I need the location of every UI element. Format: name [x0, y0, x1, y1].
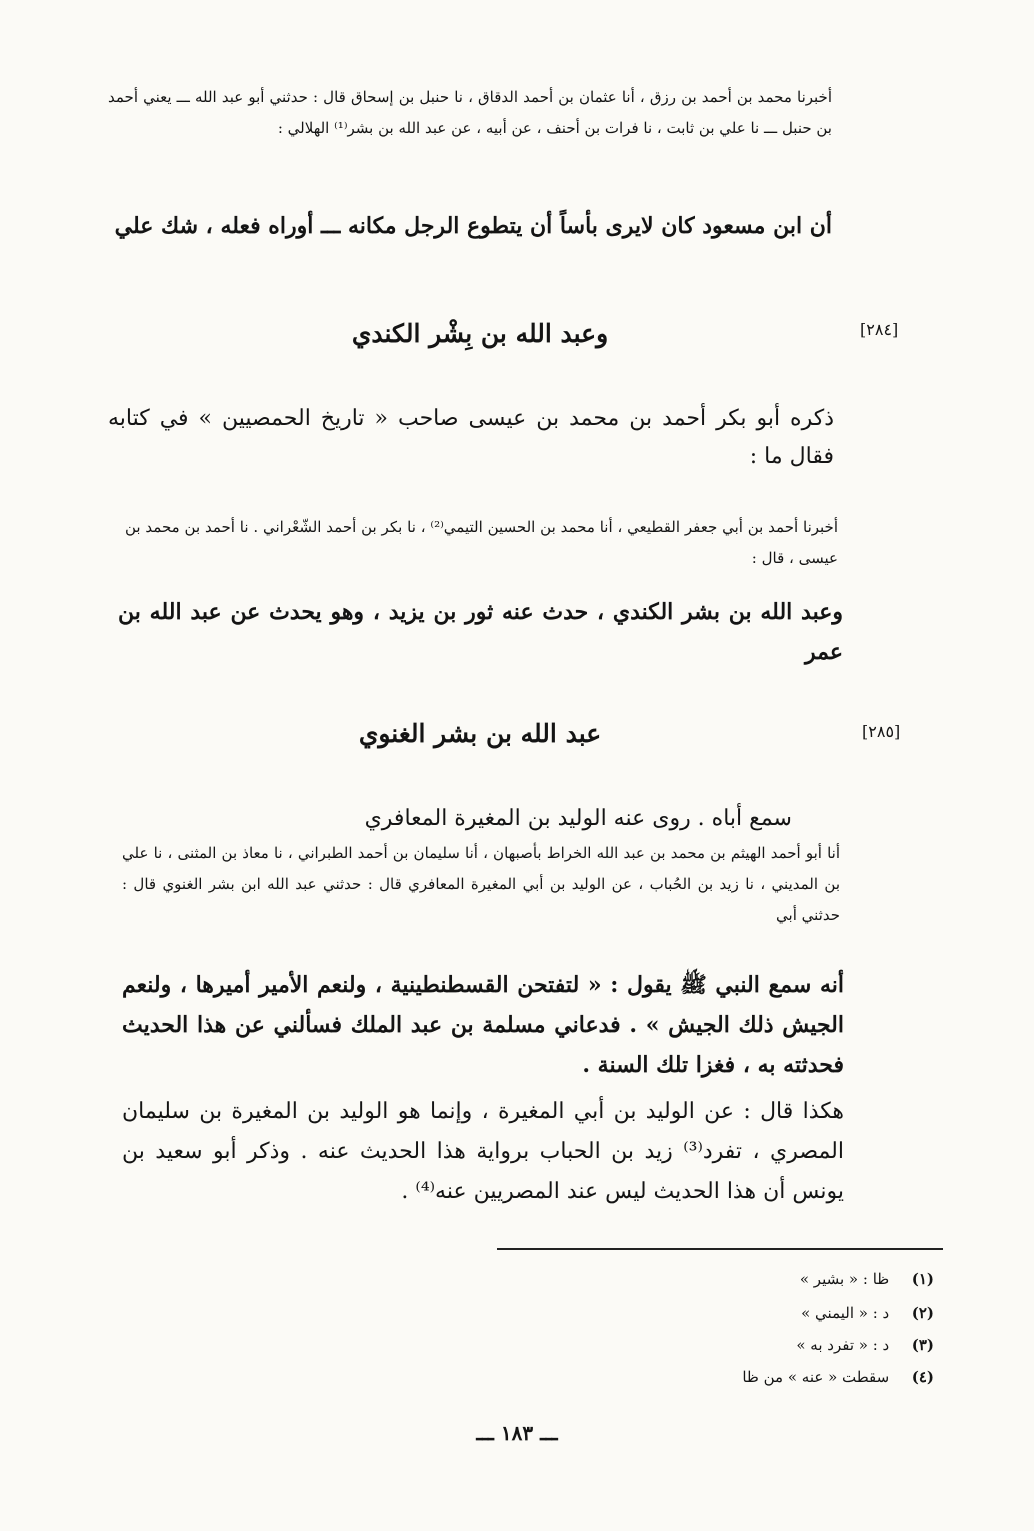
footnote-number: (٤): [911, 1368, 934, 1386]
entry-number-285: [٢٨٥]: [862, 722, 901, 741]
entry-number-284: [٢٨٤]: [860, 320, 899, 339]
footnote-text: د : « اليمني »: [801, 1304, 890, 1322]
footnote-2: [594, 1298, 934, 1329]
entry-isnad-284: أخبرنا أحمد بن أبي جعفر القطيعي ، أنا محمد بن الحسين التيمي⁽²⁾ ، نا بكر بن أحمد الشّعْراني . نا أحمد بن محمد بن عيسى ، قال :: [125, 518, 838, 567]
footnote-number: (١): [911, 1270, 934, 1288]
footnote-text: د : « تفرد به »: [796, 1336, 890, 1354]
entry-matn-285: أنه سمع النبي ﷺ يقول : « لتفتحن القسطنطينية ، ولنعم الأمير أميرها ، ولنعم الجيش ذلك الجيش » . فدعاني مسلمة بن عبد الملك فسألني عن هذا الحديث فحدثته به ، فغزا تلك السنة .: [122, 972, 844, 1078]
entry-intro-285: سمع أباه . روى عنه الوليد بن المغيرة المعافري: [364, 806, 792, 831]
entry-intro-284: ذكره أبو بكر أحمد بن محمد بن عيسى صاحب « تاريخ الحمصيين » في كتابه فقال ما :: [108, 406, 834, 469]
entry-title-284: وعبد الله بن بِشْر الكندي: [351, 319, 609, 348]
footnote-1: [594, 1264, 934, 1295]
entry-isnad-285: أنا أبو أحمد الهيثم بن محمد بن عبد الله الخراط بأصبهان ، أنا سليمان بن أحمد الطبراني ، نا معاذ بن المثنى ، نا علي بن المديني ، نا زيد بن الحُباب ، عن الوليد بن أبي المغيرة المعافري قال : حدثني عبد الله ابن بشر الغنوي قال : حدثني أبي: [122, 844, 840, 924]
footnote-4: [594, 1362, 934, 1393]
matn-paragraph-1: أن ابن مسعود كان لايرى بأساً أن يتطوع الرجل مكانه ـــ أوراه فعله ، شك علي: [114, 213, 832, 239]
footnote-separator: [497, 1248, 943, 1250]
isnad-paragraph-1: أخبرنا محمد بن أحمد بن رزق ، أنا عثمان بن أحمد الدقاق ، نا حنبل بن إسحاق قال : حدثني أبو عبد الله ـــ يعني أحمد بن حنبل ـــ نا علي بن ثابت ، نا فرات بن أحنف ، عن أبيه ، عن عبد الله بن بشر⁽¹⁾ الهلالي :: [108, 88, 832, 137]
footnote-number: (٣): [911, 1336, 934, 1354]
footnote-text: سقطت « عنه » من ظا: [742, 1368, 890, 1386]
entry-title-285: عبد الله بن بشر الغنوي: [358, 719, 602, 748]
footnote-number: (٢): [911, 1304, 934, 1322]
footnote-3: [594, 1330, 934, 1361]
footnote-text: ظا : « بشير »: [799, 1270, 890, 1288]
entry-matn-284: وعبد الله بن بشر الكندي ، حدث عنه ثور بن يزيد ، وهو يحدث عن عبد الله بن عمر: [118, 599, 843, 665]
entry-comment-285: هكذا قال : عن الوليد بن أبي المغيرة ، وإنما هو الوليد بن المغيرة بن سليمان المصري ، تفرد⁽³⁾ زيد بن الحباب برواية هذا الحديث عنه . وذكر أبو سعيد بن يونس أن هذا الحديث ليس عند المصريين عنه⁽⁴⁾ .: [122, 1099, 844, 1204]
page-number: ـــ ١٨٣ ـــ: [476, 1421, 558, 1445]
